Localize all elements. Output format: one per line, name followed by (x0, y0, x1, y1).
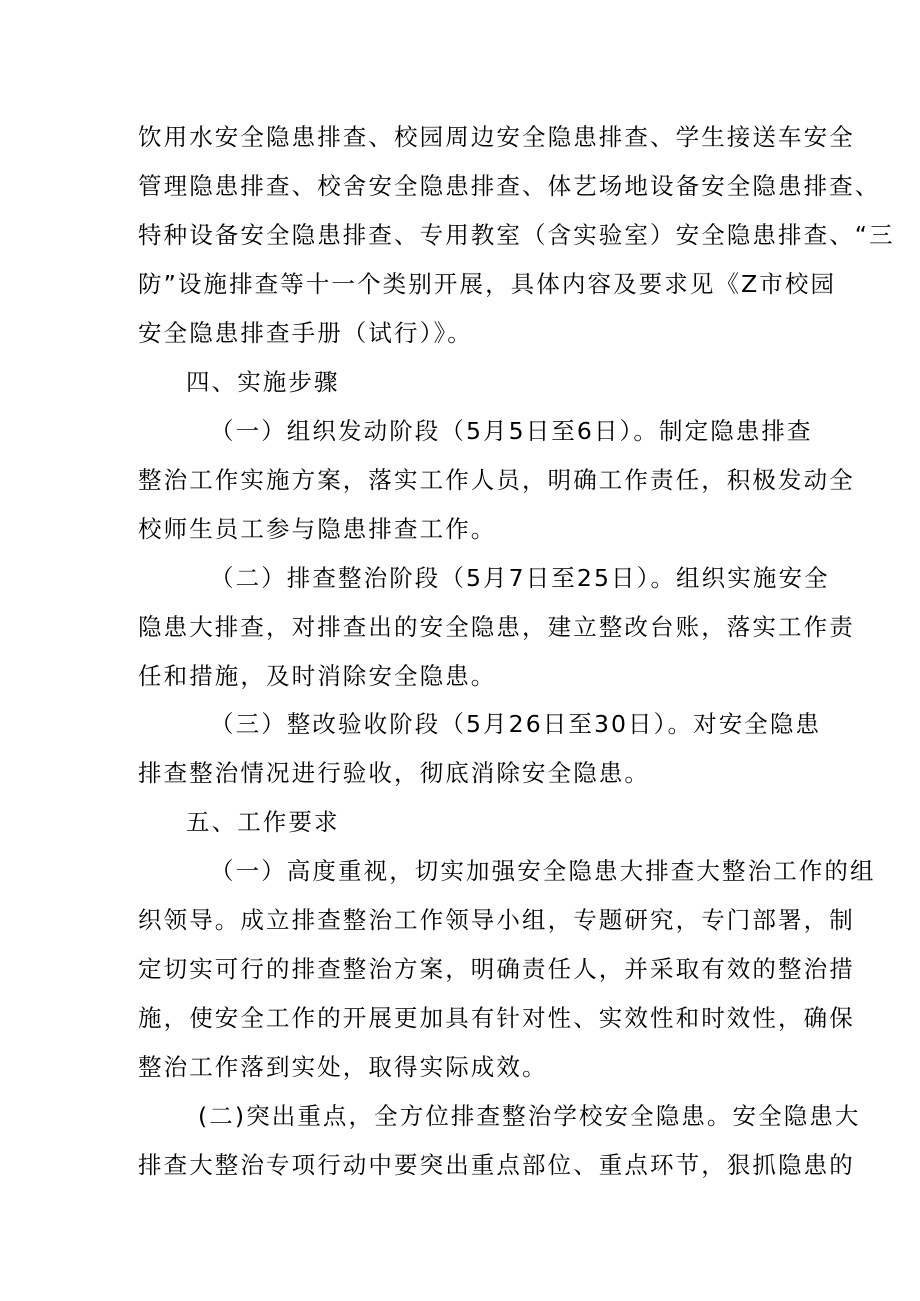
body-text-line: 安全隐患排查手册（试行）》。 (138, 319, 473, 347)
body-text-line: 隐患大排查，对排查出的安全隐患，建立整改台账，落实工作责 (138, 613, 855, 641)
paragraph-first-line: (二)突出重点，全方位排查整治学校安全隐患。安全隐患大 (198, 1102, 861, 1130)
body-text-line: 整治工作落到实处，取得实际成效。 (138, 1053, 548, 1081)
body-text-line: 定切实可行的排查整治方案，明确责任人，并采取有效的整治措 (138, 955, 855, 983)
paragraph-first-line: （二）排查整治阶段（5月7日至25日）。组织实施安全 (210, 564, 830, 592)
body-text-line: 特种设备安全隐患排查、专用教室（含实验室）安全隐患排查、“三 (138, 221, 895, 249)
paragraph-first-line: （一）组织发动阶段（5月5日至6日）。制定隐患排查 (210, 417, 813, 445)
body-text-line: 排查大整治专项行动中要突出重点部位、重点环节，狠抓隐患的 (138, 1151, 855, 1179)
paragraph-first-line: （一）高度重视，切实加强安全隐患大排查大整治工作的组 (210, 857, 876, 885)
body-text-line: 管理隐患排查、校舍安全隐患排查、体艺场地设备安全隐患排查、 (138, 172, 881, 200)
section-heading-work-requirements: 五、工作要求 (186, 808, 340, 836)
body-text-line: 任和措施，及时消除安全隐患。 (138, 662, 497, 690)
section-heading-implementation-steps: 四、实施步骤 (186, 368, 340, 396)
body-text-line: 饮用水安全隐患排查、校园周边安全隐患排查、学生接送车安全 (138, 123, 855, 151)
body-text-line: 施，使安全工作的开展更加具有针对性、实效性和时效性，确保 (138, 1004, 855, 1032)
body-text-line: 整治工作实施方案，落实工作人员，明确工作责任，积极发动全 (138, 466, 855, 494)
body-text-line: 织领导。成立排查整治工作领导小组，专题研究，专门部署，制 (138, 906, 855, 934)
paragraph-first-line: （三）整改验收阶段（5月26日至30日）。对安全隐患 (210, 710, 822, 738)
body-text-line: 校师生员工参与隐患排查工作。 (138, 515, 497, 543)
body-text-line: 排查整治情况进行验收，彻底消除安全隐患。 (138, 759, 650, 787)
body-text-line: 防”设施排查等十一个类别开展，具体内容及要求见《Z市校园 (138, 270, 837, 298)
